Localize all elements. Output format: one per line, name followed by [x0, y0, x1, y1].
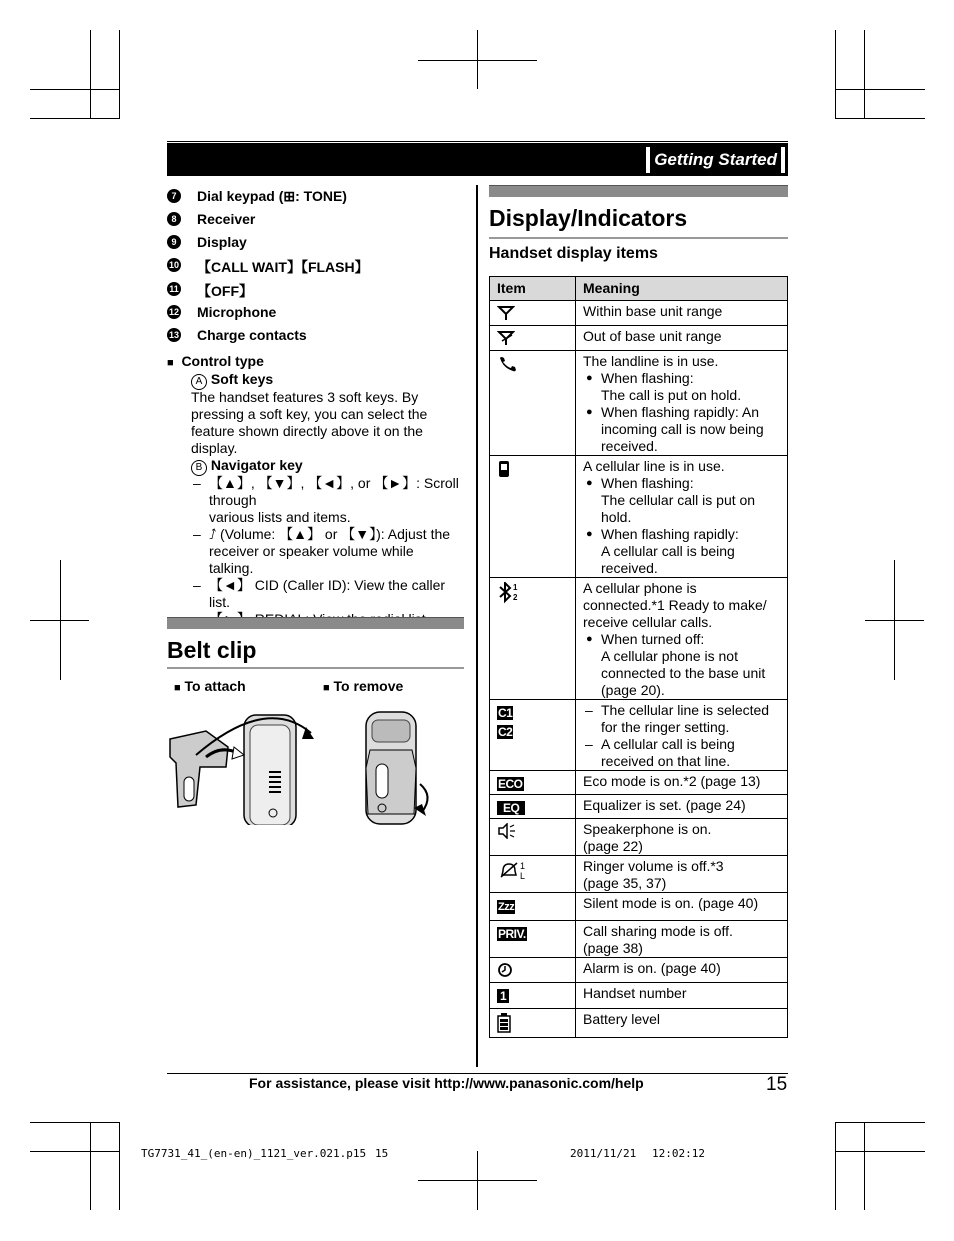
list-item	[191, 577, 466, 611]
text-line: receiver or speaker volume while	[209, 543, 414, 559]
text-line: Silent mode is on. (page 40)	[583, 895, 759, 911]
meaning-cell	[576, 819, 788, 856]
svg-text:L: L	[520, 871, 526, 880]
text-line: Out of base unit range	[583, 328, 722, 344]
table-row	[490, 921, 788, 958]
table-header-row	[490, 277, 788, 301]
item-cell	[490, 771, 576, 795]
meaning-cell	[576, 700, 788, 771]
navigator-list	[191, 475, 466, 628]
list-item-label: Display	[197, 234, 247, 250]
column-divider	[476, 185, 478, 1067]
number-badge: 7	[167, 189, 181, 203]
item-cell	[490, 856, 576, 893]
text-line: incoming call is now being	[601, 421, 764, 437]
text-line: receive cellular calls.	[583, 614, 713, 630]
bullet-line: ● When flashing:	[583, 370, 783, 387]
text-line: pressing a soft key, you can select the	[191, 406, 428, 422]
column-header-item: Item	[490, 277, 576, 301]
list-item-label: Charge contacts	[197, 327, 307, 343]
text-line: connected to the base unit	[601, 665, 766, 681]
bullet-line: ● When flashing rapidly:	[583, 526, 783, 543]
item-cell	[490, 958, 576, 983]
antenna-out-icon	[497, 330, 515, 346]
list-item-label: Receiver	[197, 211, 256, 227]
text-line: various lists and items.	[209, 509, 351, 525]
item-cell	[490, 795, 576, 819]
text-line: – 【◄】 CID (Caller ID): View the caller list.	[209, 577, 446, 610]
item-cell	[490, 1009, 576, 1038]
table-row	[490, 893, 788, 921]
navigator-title: Navigator key	[210, 457, 303, 473]
page-number: 15	[766, 1074, 788, 1095]
text-line: feature shown directly above it on the	[191, 423, 423, 439]
antenna-icon	[497, 305, 515, 321]
text-line: Call sharing mode is off.	[583, 923, 733, 939]
to-attach-label	[174, 678, 246, 697]
table-row	[490, 958, 788, 983]
text-line: for the ringer setting.	[601, 719, 730, 735]
cellphone-icon	[497, 460, 511, 478]
section-rule	[167, 667, 464, 669]
meaning-cell	[576, 921, 788, 958]
belt-clip-title: Belt clip	[167, 637, 257, 663]
table-row	[490, 1009, 788, 1038]
list-item-label: 【CALL WAIT】【FLASH】	[197, 259, 369, 275]
bullet-line: ● When flashing rapidly: An	[583, 404, 783, 421]
dash-line: – The cellular line is selected	[583, 702, 783, 719]
text-line: talking.	[209, 560, 254, 576]
bluetooth-icon	[497, 582, 521, 604]
text-line: received.	[601, 438, 658, 454]
text-line: Within base unit range	[583, 303, 723, 319]
soft-keys-heading	[191, 371, 273, 390]
meaning-cell	[576, 326, 788, 351]
ringer-off-icon	[497, 860, 531, 880]
square-bullet-icon: ■	[174, 682, 181, 694]
control-type-title: Control type	[181, 353, 264, 369]
meaning-cell	[576, 958, 788, 983]
display-subtitle: Handset display items	[489, 245, 658, 262]
bullet-line: ● When flashing:	[583, 475, 783, 492]
eq-icon: EQ	[497, 801, 525, 815]
svg-text:1: 1	[520, 861, 526, 871]
table-row	[490, 700, 788, 771]
section-rule	[489, 237, 788, 239]
item-cell	[490, 893, 576, 921]
table-row	[490, 795, 788, 819]
table-row	[490, 983, 788, 1009]
text-line: The handset features 3 soft keys. By	[191, 389, 419, 405]
c2-icon: C2	[498, 725, 513, 739]
priv-icon: PRIV.	[498, 927, 526, 941]
handset-icon	[497, 355, 519, 373]
meaning-cell	[576, 771, 788, 795]
section-header-bar	[167, 143, 788, 176]
text-line: Battery level	[583, 1011, 661, 1027]
print-time: 12:02:12	[652, 1147, 705, 1160]
c1-icon: C1	[498, 706, 513, 720]
soft-keys-title: Soft keys	[210, 371, 274, 387]
meaning-cell	[576, 983, 788, 1009]
text-line: – 【▲】, 【▼】, 【◄】, or 【►】: Scroll through	[209, 475, 459, 508]
meaning-cell	[576, 893, 788, 921]
section-bar	[489, 185, 788, 197]
text-line: The call is put on hold.	[601, 387, 742, 403]
list-item-label: Microphone	[197, 304, 277, 320]
item-cell	[490, 983, 576, 1009]
meaning-cell	[576, 351, 788, 456]
to-remove-label	[323, 678, 403, 697]
text-line: – ⭜ (Volume: 【▲】 or 【▼】): Adjust the	[209, 526, 451, 542]
print-file-name: TG7731_41_(en-en)_1121_ver.021.p15	[141, 1147, 367, 1160]
section-bar	[167, 617, 464, 629]
header-rule	[167, 141, 788, 142]
item-cell	[490, 921, 576, 958]
dash-line: – A cellular call is being	[583, 736, 783, 753]
text-line: (page 38)	[583, 940, 643, 956]
table-row	[490, 578, 788, 700]
eco-icon: ECO	[498, 777, 523, 791]
text-line: display.	[191, 440, 238, 456]
item-cell	[490, 819, 576, 856]
number-badge: 12	[168, 307, 179, 317]
number-badge: 8	[167, 212, 181, 226]
text-line: (page 20).	[601, 682, 665, 698]
attach-illustration	[166, 705, 316, 825]
table-row	[490, 456, 788, 578]
number-badge: 10	[168, 260, 179, 270]
print-page: 15	[375, 1147, 389, 1160]
control-type-heading	[167, 353, 264, 372]
c1-c2-icon	[497, 704, 571, 740]
list-item	[191, 475, 466, 526]
item-cell	[490, 351, 576, 456]
text-line: (page 35, 37)	[583, 875, 667, 891]
display-title: Display/Indicators	[489, 205, 688, 231]
text-line: Speakerphone is on.	[583, 821, 712, 837]
text-line: A cellular call is being	[601, 543, 735, 559]
square-bullet-icon: ■	[167, 357, 174, 369]
speaker-icon	[497, 823, 517, 839]
display-items-table	[489, 276, 788, 1038]
text-line: The cellular call is put on	[601, 492, 756, 508]
item-cell	[490, 456, 576, 578]
soft-keys-description	[191, 389, 427, 457]
assistance-text: For assistance, please visit http://www.panasonic.com/help	[249, 1075, 644, 1091]
meaning-cell	[576, 795, 788, 819]
table-row	[490, 856, 788, 893]
item-cell	[490, 578, 576, 700]
list-item	[191, 526, 466, 577]
list-item-label: 【OFF】	[197, 283, 253, 299]
text-line: Ringer volume is off.*3	[583, 858, 724, 874]
table-row	[490, 771, 788, 795]
meaning-cell	[576, 1009, 788, 1038]
text-line: hold.	[601, 509, 632, 525]
number-badge: 11	[167, 282, 181, 296]
column-header-meaning: Meaning	[576, 277, 788, 301]
text-line: Alarm is on. (page 40)	[583, 960, 721, 976]
handset-number-icon: 1	[497, 989, 509, 1003]
text-line: Eco mode is on.*2 (page 13)	[583, 773, 761, 789]
bullet-line: ● When turned off:	[583, 631, 783, 648]
square-bullet-icon: ■	[323, 682, 330, 694]
text-line: Equalizer is set. (page 24)	[583, 797, 746, 813]
text-line: received.	[601, 560, 658, 576]
footer-rule	[167, 1073, 788, 1074]
text-line: The landline is in use.	[583, 353, 719, 369]
item-cell	[490, 700, 576, 771]
svg-text:1: 1	[513, 583, 518, 592]
text-line: (page 22)	[583, 838, 643, 854]
section-header-tab	[646, 147, 785, 173]
attach-text: To attach	[184, 678, 246, 694]
list-item-label: Dial keypad (⊞: TONE)	[197, 188, 347, 204]
marker-a-icon: A	[191, 374, 207, 390]
number-badge: 13	[168, 330, 179, 340]
text-line: A cellular phone is	[583, 580, 697, 596]
marker-b-icon: B	[191, 460, 207, 476]
navigator-heading	[191, 457, 303, 476]
meaning-cell	[576, 856, 788, 893]
svg-text:2: 2	[513, 593, 518, 602]
battery-icon	[497, 1013, 511, 1033]
text-line: received on that line.	[601, 753, 731, 769]
silent-icon: Zzz	[498, 901, 515, 913]
section-title: Getting Started	[650, 147, 781, 173]
item-cell	[490, 326, 576, 351]
table-row	[490, 301, 788, 326]
alarm-icon	[497, 962, 513, 978]
remove-illustration	[362, 710, 442, 825]
item-cell	[490, 301, 576, 326]
text-line: A cellular line is in use.	[583, 458, 725, 474]
table-row	[490, 326, 788, 351]
number-badge: 9	[167, 235, 181, 249]
text-line: connected.*1 Ready to make/	[583, 597, 767, 613]
text-line: Handset number	[583, 985, 687, 1001]
meaning-cell	[576, 301, 788, 326]
text-line: A cellular phone is not	[601, 648, 738, 664]
remove-text: To remove	[333, 678, 404, 694]
table-row	[490, 351, 788, 456]
meaning-cell	[576, 578, 788, 700]
print-date: 2011/11/21	[570, 1147, 637, 1160]
meaning-cell	[576, 456, 788, 578]
table-row	[490, 819, 788, 856]
